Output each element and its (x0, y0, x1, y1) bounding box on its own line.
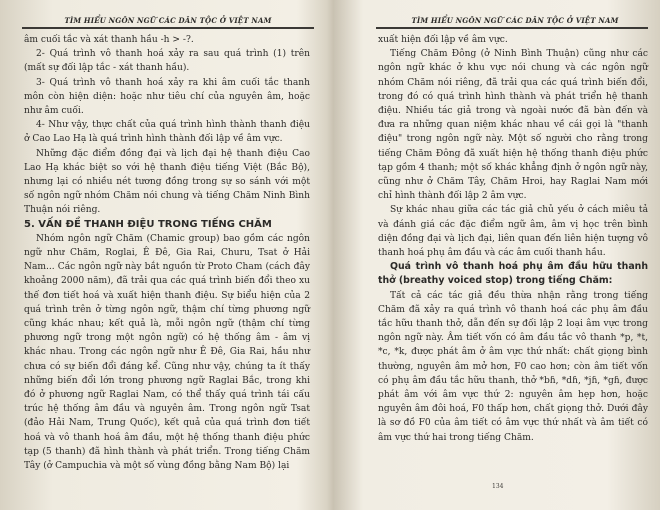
paragraph: Những đặc điểm đồng đại và lịch đại hệ thanh điệu Cao Lao Hạ khác biệt so với hệ thanh điệu tiếng Việt (Bắc Bộ), nhưng lại có nhiều nét tương đồng trong sự so sánh với một số ngôn ngữ nhóm Chăm nói chung và tiếng Chăm Ninh Bình Thuận nói riêng. (24, 148, 310, 216)
paragraph: Tất cả các tác giả đều thừa nhận rằng trong tiếng Chăm đã xảy ra quá trình vô thanh hoá các phụ âm đầu tắc hữu thanh thở, dẫn đến sự đối lập 2 loại âm vực trong ngôn ngữ này. Âm tiết vốn có âm đầu tắc vô thanh *p, *t, *c, *k, được phát âm ở âm vực thứ nhất: chất giọng bình thường, nguyên âm mở hơn, F0 cao hơn; còn âm tiết vốn có phụ âm đầu tắc hữu thanh, thở *bɦ, *dɦ, *jɦ, *gɦ, được phát âm với âm vực thứ 2: nguyên âm hẹp hơn, hoặc nguyên âm đôi hoá, F0 thấp hơn, chất giọng thở. Dưới đây là sơ đồ F0 của âm tiết có âm vực thứ nhất và âm tiết có âm vực thứ hai trong tiếng Chăm. (378, 290, 648, 443)
paragraph: Nhóm ngôn ngữ Chăm (Chamic group) bao gồm các ngôn ngữ như Chăm, Roglai, Ê Đê, Gia Rai, Churu, Tsat ở Hải Nam... Các ngôn ngữ này bắt nguồn từ Proto Cham (cách đây khoảng 2000 năm), đã trải qua các quá trình biến đổi theo xu thế đơn tiết hoá và xuất hiện thanh điệu. Sự biểu hiện của 2 quá trình trên ở từng ngôn ngữ, thậm chí từng phương ngữ cũng khác nhau; kết quả là, mỗi ngôn ngữ (thậm chí từng phương ngữ trong một ngôn ngữ) có hệ thống âm - âm vị khác nhau. Trong các ngôn ngữ như Ê Đê, Gia Rai, hầu như chưa có sự biến đổi đáng kể. Cũng như vậy, chúng ta ít thấy những biến đổi lớn trong phương ngữ Raglai Bắc, trong khi đó ở phương ngữ Raglai Nam, có thể thấy quá trình tái cấu trúc hệ thống âm đầu và nguyên âm. Trong ngôn ngữ Tsat (đảo Hải Nam, Trung Quốc), kết quả của quá trình đơn tiết hoá và vô thanh hoá âm đầu, một hệ thống thanh điệu phức tạp (5 thanh) đã hình thành và phát triển. Trong tiếng Chăm Tây (ở Campuchia và một số vùng đồng bằng Nam Bộ) lại (24, 233, 310, 472)
paragraph: xuất hiện đối lập về âm vực. (378, 35, 508, 45)
paragraph: Tiếng Chăm Đông (ở Ninh Bình Thuận) cũng như các ngôn ngữ khác ở khu vực nói chung và các ngôn ngữ nhóm Chăm nói riêng, đã trải qua các quá trình biến đổi, trong đó có quá trình hình thành và phát triển hệ thanh điệu. Nhiều tác giả trong và ngoài nước đã bàn đến và đưa ra những quan niệm khác nhau về cái gọi là "thanh điệu" trong ngôn ngữ này. Một số người cho rằng trong tiếng Chăm Đông đã xuất hiện hệ thống thanh điệu phức tạp gồm 4 thanh; một số khác khẳng định ở ngôn ngữ này, cũng như ở Chăm Tây, Chăm Hroi, hay Raglai Nam mới chỉ hình thành đối lập 2 âm vực. (378, 49, 648, 202)
left-page-body (24, 33, 310, 473)
paragraph: 3- Quá trình vô thanh hoá xảy ra khi âm cuối tắc thanh môn còn hiện diện: hoặc như tiêu chí của nguyên âm, hoặc như âm cuối. (24, 77, 310, 117)
right-page (330, 0, 660, 510)
paragraph: 2- Quá trình vô thanh hoá xảy ra sau quá trình (1) trên (mất sự đối lập tắc - xát thanh hầu). (24, 49, 310, 74)
page-number: 134 (492, 483, 504, 490)
header-rule (376, 27, 648, 29)
section-heading: 5. VẤN ĐỀ THANH ĐIỆU TRONG TIẾNG CHĂM (24, 218, 272, 230)
subsection-heading: Quá trình vô thanh hoá phụ âm đầu hữu thanh thở (breathy voiced stop) trong tiếng Chăm: (378, 261, 648, 287)
paragraph: âm cuối tắc và xát thanh hầu -h > -?. (24, 35, 194, 45)
right-page-body (378, 33, 648, 445)
paragraph: 4- Như vậy, thực chất của quá trình hình thành thanh điệu ở Cao Lao Hạ là quá trình hình thành đối lập về âm vực. (24, 120, 310, 145)
running-header: TÌM HIỂU NGÔN NGỮ CÁC DÂN TỘC Ở VIỆT NAM (411, 16, 619, 25)
paragraph: Sự khác nhau giữa các tác giả chủ yếu ở cách miêu tả và đánh giá các đặc điểm ngữ âm, âm vị học trên bình diện đồng đại và lịch đại, liên quan đến liên hiện tượng vô thanh hoá phụ âm đầu và các âm cuối thanh hầu. (378, 205, 648, 259)
header-rule (22, 27, 314, 29)
running-header: TÌM HIỂU NGÔN NGỮ CÁC DÂN TỘC Ở VIỆT NAM (64, 16, 272, 25)
